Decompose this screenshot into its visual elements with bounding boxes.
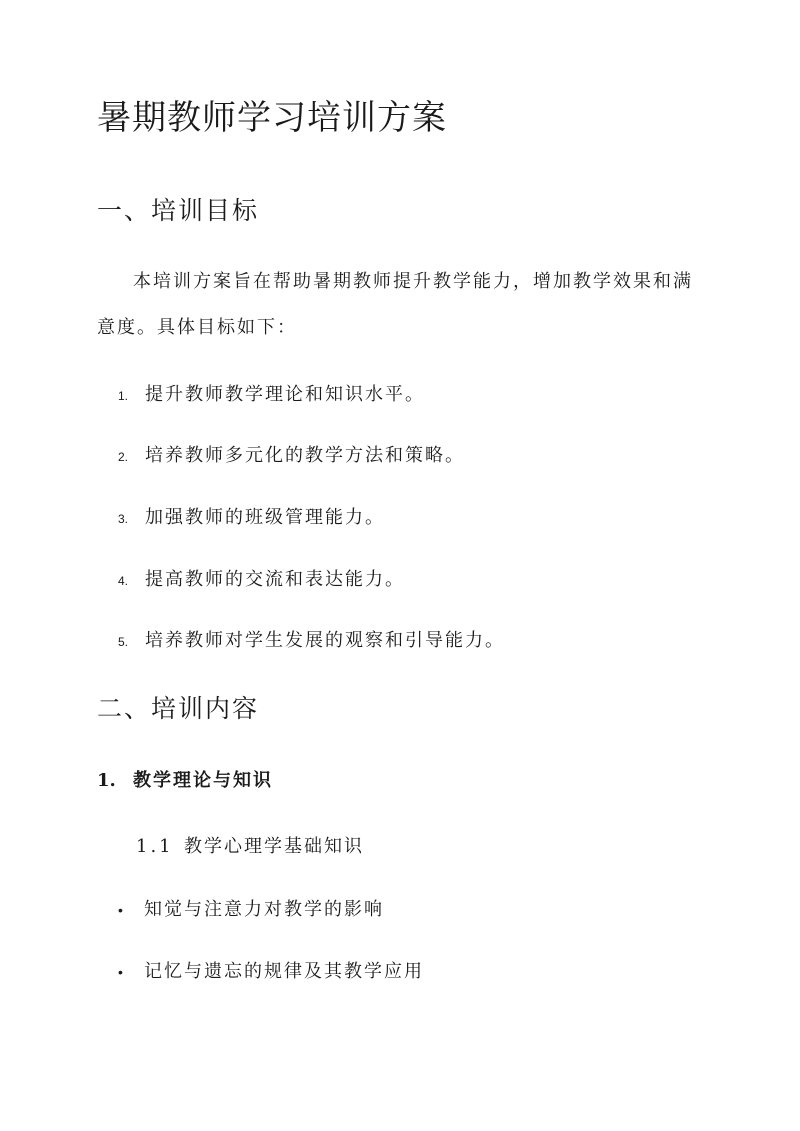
intro-text: 本培训方案旨在帮助暑期教师提升教学能力，增加教学效果和满意度。具体目标如下： (97, 271, 693, 338)
sub-subsection-title: 教学心理学基础知识 (184, 836, 364, 857)
goal-item-number: 1. (118, 389, 129, 403)
subsection-title: 教学理论与知识 (133, 770, 273, 791)
goal-item-number: 5. (118, 635, 129, 649)
bullet-text: 知觉与注意力对教学的影响 (144, 899, 384, 920)
goal-item-text: 提升教师教学理论和知识水平。 (145, 384, 425, 405)
subsection-number: 1. (97, 770, 116, 791)
goal-item-number: 4. (118, 574, 129, 588)
bullet-mark: • (118, 902, 123, 918)
goal-item (118, 442, 465, 471)
bullet-mark: • (118, 964, 123, 980)
bullet-item (118, 958, 424, 986)
bullet-item (118, 896, 384, 924)
sub-subsection-number: 1.1 (136, 836, 174, 857)
goal-item (118, 381, 425, 410)
goal-item-text: 培养教师对学生发展的观察和引导能力。 (145, 630, 505, 651)
goal-item-number: 2. (118, 450, 129, 464)
goal-item-text: 提高教师的交流和表达能力。 (145, 569, 405, 590)
goal-item-number: 3. (118, 512, 129, 526)
goal-item (118, 566, 405, 595)
document-title: 暑期教师学习培训方案 (97, 98, 447, 138)
section-heading-goals: 一、培训目标 (97, 196, 260, 225)
intro-paragraph (97, 259, 707, 351)
goal-item-text: 培养教师多元化的教学方法和策略。 (145, 445, 465, 466)
goal-item-text: 加强教师的班级管理能力。 (145, 507, 385, 528)
bullet-text: 记忆与遗忘的规律及其教学应用 (144, 961, 424, 982)
section-heading-content: 二、培训内容 (97, 694, 260, 723)
goal-item (118, 504, 385, 533)
sub-subsection-heading (136, 833, 364, 861)
goal-item (118, 627, 505, 656)
subsection-heading (97, 767, 273, 795)
